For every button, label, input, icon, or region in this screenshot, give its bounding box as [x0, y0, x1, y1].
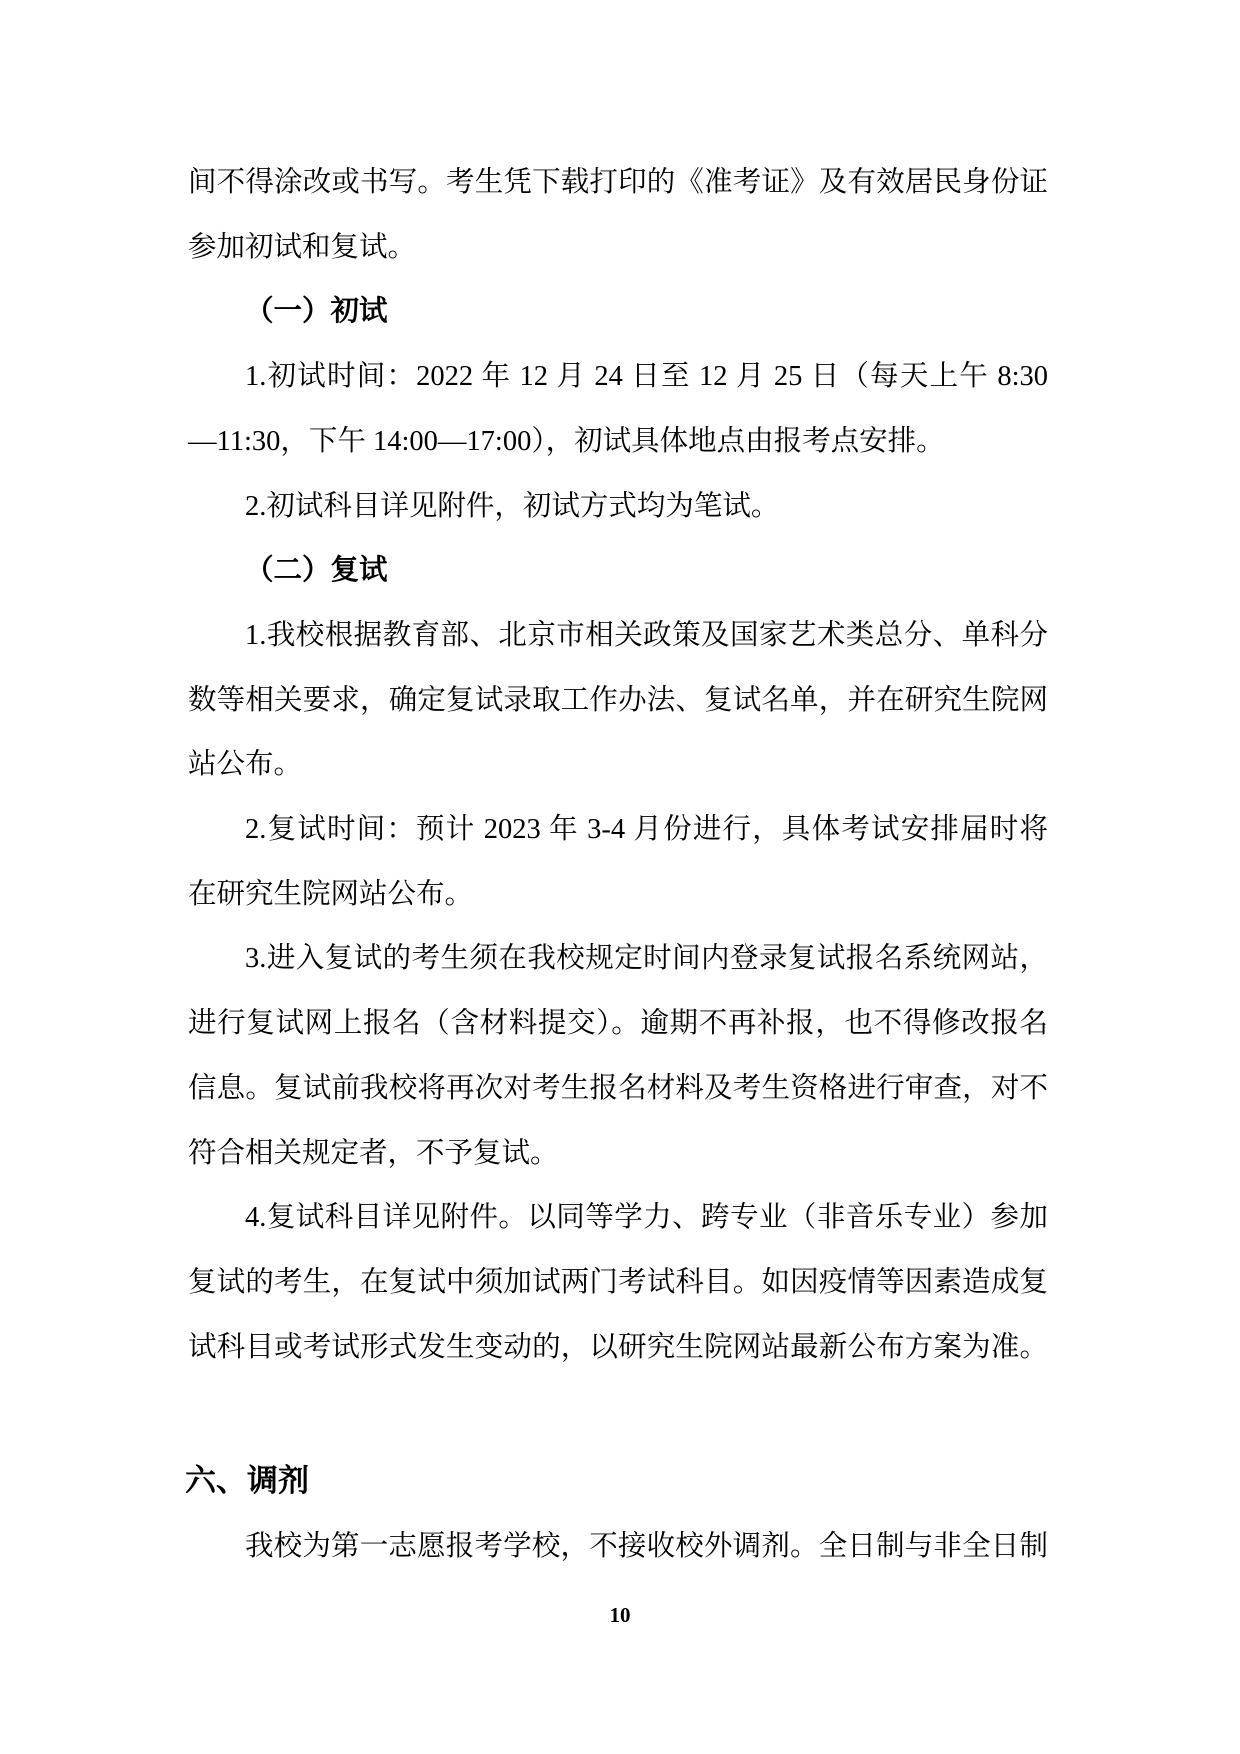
- body-line: —11:30，下午 14:00—17:00），初试具体地点由报考点安排。: [188, 425, 945, 457]
- section-heading-adjustment: 六、调剂: [185, 1463, 309, 1498]
- body-line: 进行复试网上报名（含材料提交）。逾期不再补报，也不得修改报名: [188, 1008, 1048, 1040]
- body-line: 2.初试科目详见附件，初试方式均为笔试。: [245, 490, 780, 522]
- body-line: 4.复试科目详见附件。以同等学力、跨专业（非音乐专业）参加: [245, 1202, 1048, 1234]
- body-line: 3.进入复试的考生须在我校规定时间内登录复试报名系统网站，: [245, 943, 1048, 975]
- body-line: 参加初试和复试。: [188, 231, 417, 263]
- subsection-heading-1: （一）初试: [245, 296, 388, 328]
- body-line: 在研究生院网站公布。: [188, 878, 474, 910]
- body-line: 1.初试时间：2022 年 12 月 24 日至 12 月 25 日（每天上午 8:30: [245, 361, 1048, 393]
- body-line: 2.复试时间：预计 2023 年 3-4 月份进行，具体考试安排届时将: [245, 814, 1048, 846]
- body-line: 信息。复试前我校将再次对考生报名材料及考生资格进行审查，对不: [188, 1072, 1048, 1104]
- body-text-block: [188, 151, 1048, 1380]
- body-line: 站公布。: [188, 749, 303, 781]
- body-line: 数等相关要求，确定复试录取工作办法、复试名单，并在研究生院网: [188, 684, 1048, 716]
- body-line: 试科目或考试形式发生变动的，以研究生院网站最新公布方案为准。: [188, 1331, 1048, 1363]
- body-line: 1.我校根据教育部、北京市相关政策及国家艺术类总分、单科分: [245, 619, 1048, 651]
- body-line: 复试的考生，在复试中须加试两门考试科目。如因疫情等因素造成复: [188, 1266, 1048, 1298]
- section-body-line: 我校为第一志愿报考学校，不接收校外调剂。全日制与非全日制: [245, 1531, 1048, 1562]
- body-line: 符合相关规定者，不予复试。: [188, 1137, 559, 1169]
- page-number: 10: [609, 1603, 631, 1627]
- subsection-heading-2: （二）复试: [245, 555, 388, 587]
- body-line: 间不得涂改或书写。考生凭下载打印的《准考证》及有效居民身份证: [188, 167, 1048, 198]
